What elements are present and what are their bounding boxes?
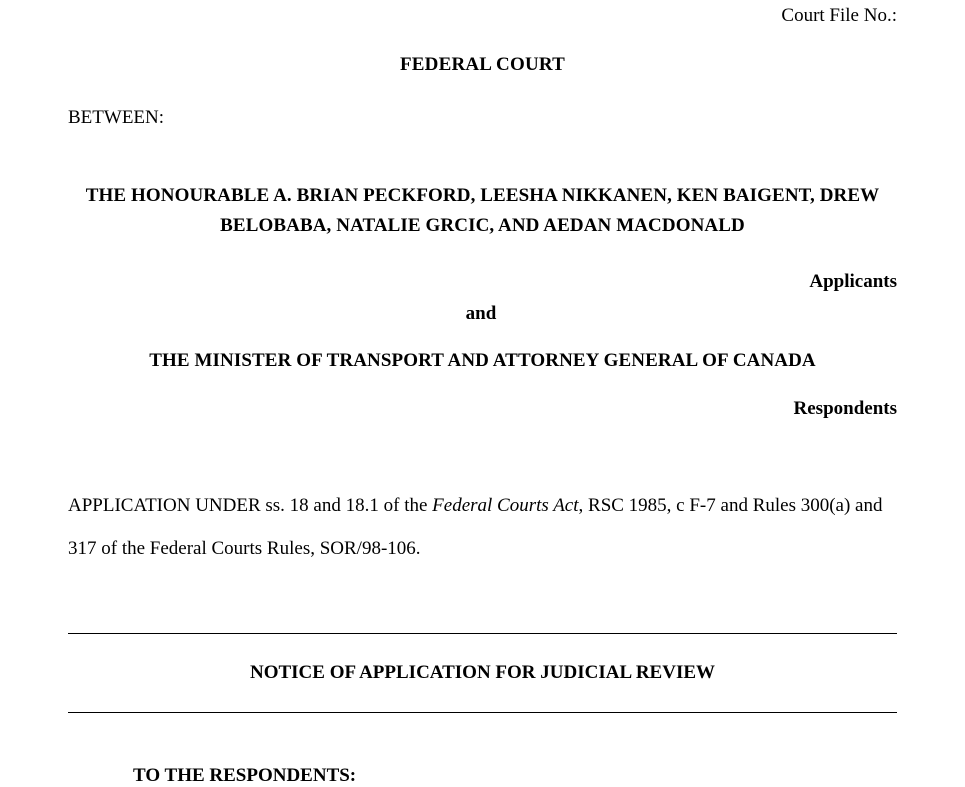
court-file-number-line: Court File No.:	[781, 5, 897, 26]
between-label: BETWEEN:	[68, 107, 165, 128]
court-name-heading: FEDERAL COURT	[399, 54, 566, 75]
to-respondents-heading: TO THE RESPONDENTS:	[133, 765, 357, 786]
applicants-names: THE HONOURABLE A. BRIAN PECKFORD, LEESHA NIKKANEN, KEN BAIGENT, DREW BELOBABA, NATALIE GRCIC, AND AEDAN MACDONALD	[85, 185, 880, 236]
respondents-label: Respondents	[793, 398, 897, 419]
horizontal-rule-bottom	[68, 712, 897, 713]
notice-title: NOTICE OF APPLICATION FOR JUDICIAL REVIEW	[249, 662, 716, 683]
and-separator: and	[465, 303, 497, 324]
statute-name-italic: Federal Courts Act	[432, 495, 579, 516]
application-under-part2: , RSC 1985, c F-7 and Rules 300(a) and 317 of the Federal Courts Rules, SOR/98-106.	[68, 495, 883, 559]
divider-below-title	[68, 712, 897, 713]
applicants-label: Applicants	[809, 271, 897, 292]
application-under-part1: APPLICATION UNDER ss. 18 and 18.1 of the	[68, 495, 433, 516]
horizontal-rule-top	[68, 633, 897, 634]
respondents-names: THE MINISTER OF TRANSPORT AND ATTORNEY GENERAL OF CANADA	[149, 350, 816, 371]
divider-above-title	[68, 633, 897, 634]
application-under-paragraph	[68, 484, 897, 570]
